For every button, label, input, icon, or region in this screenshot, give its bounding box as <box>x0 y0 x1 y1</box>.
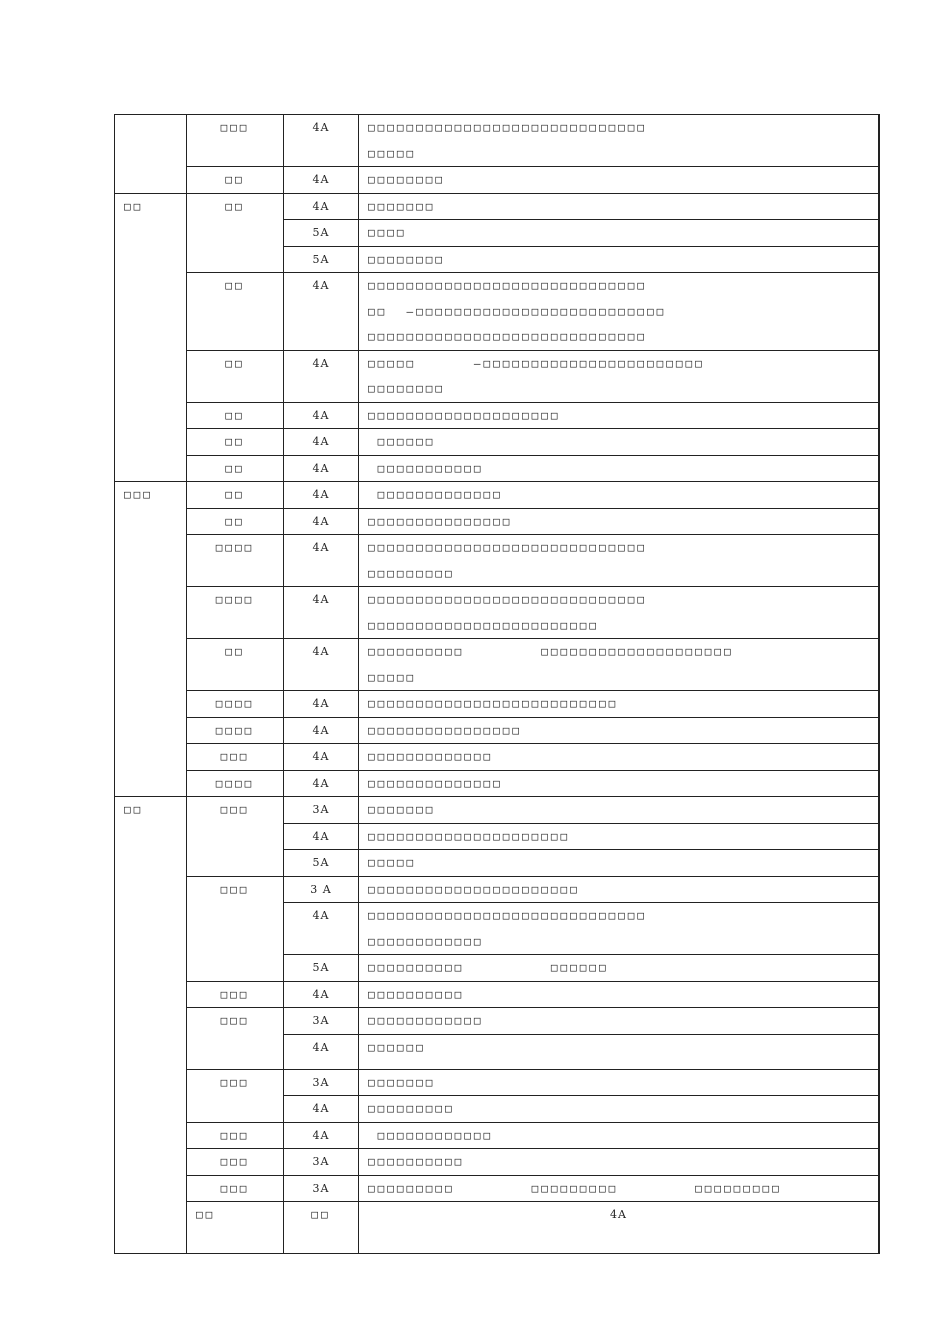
table-row <box>115 350 879 402</box>
level-cell: 4A <box>284 587 359 639</box>
table-row <box>115 429 879 456</box>
level-cell: 4A <box>284 350 359 402</box>
description-line: □□□□□□□□ <box>368 173 445 186</box>
table-row <box>115 770 879 797</box>
description-line: □□□□□□□□□□□□□□□□□□□□ <box>368 408 561 422</box>
description-line: □□□□□□□□□□□□□□□□□□□□□□□□□□□□□ <box>368 909 648 922</box>
level-cell: 5A <box>284 850 359 877</box>
description-cell <box>359 691 879 718</box>
description-cell <box>359 220 879 247</box>
table-row <box>115 744 879 771</box>
subcategory-cell: □□ <box>187 350 284 402</box>
subcategory-cell: □□□□ <box>187 535 284 587</box>
description-line: □□□□□□□□□□□□□□□□□□□□□□ <box>368 882 580 896</box>
description-line: □□□□□□□□□ □□□□□□□□□ □□□□□□□□□ <box>368 1181 782 1195</box>
level-cell: 4A <box>284 1034 359 1069</box>
table-row <box>115 587 879 639</box>
category-cell: □□□ <box>115 482 187 797</box>
description-line: □□□□□□□□□□□□□□□□□□□□□□□□□□□□□ <box>368 541 648 554</box>
level-cell: 3A <box>284 1008 359 1035</box>
table-row <box>115 639 879 691</box>
subcategory-cell: □□ <box>187 455 284 482</box>
subcategory-cell: □□□□ <box>187 691 284 718</box>
description-cell <box>359 1034 879 1069</box>
level-cell: 4A <box>284 639 359 691</box>
description-line: □□□□□□□ <box>368 1075 436 1089</box>
subcategory-cell: □□ <box>284 1202 359 1254</box>
description-line: □□□□□□□□□□□□ <box>368 1014 484 1027</box>
description-line: □□□□□□□□□□□□ <box>368 1128 494 1142</box>
level-cell: 3 A <box>284 876 359 903</box>
level-cell: 5A <box>284 246 359 273</box>
subcategory-cell: □□ <box>187 402 284 429</box>
level-cell: 5A <box>284 955 359 982</box>
level-cell: 4A <box>284 981 359 1008</box>
subcategory-cell: □□ <box>187 639 284 691</box>
level-cell: 4A <box>284 167 359 194</box>
subcategory-cell: □□□□ <box>187 717 284 744</box>
description-cell <box>359 850 879 877</box>
table-row <box>115 981 879 1008</box>
description-line: □□□□□□□□□□ <box>368 987 465 1001</box>
description-cell <box>359 823 879 850</box>
description-cell <box>359 402 879 429</box>
subcategory-cell: □□□ <box>187 1008 284 1070</box>
subcategory-cell: □□□ <box>187 1175 284 1202</box>
description-cell <box>359 981 879 1008</box>
subcategory-cell: □□ <box>187 482 284 509</box>
description-line: □□□□□□□□□□□□□□□□□□□□□□□□□□□□□ <box>368 330 648 343</box>
description-line: □□□□□□□ <box>368 803 436 816</box>
description-line: □□□□□□□□ <box>368 382 445 395</box>
standards-table-body <box>115 115 879 1254</box>
description-cell <box>359 273 879 351</box>
description-cell <box>359 1096 879 1123</box>
level-cell: 4A <box>284 770 359 797</box>
subcategory-cell: □□ <box>187 273 284 351</box>
description-cell <box>359 903 879 955</box>
description-cell <box>359 797 879 824</box>
description-line: □□□□□□□□□□□□□ <box>368 488 503 501</box>
description-line: □□□□□□□□□□□□□□ <box>368 776 503 790</box>
level-cell: 3A <box>284 1175 359 1202</box>
description-cell <box>359 455 879 482</box>
level-cell: 3A <box>284 1069 359 1096</box>
description-line: □□□□□ <box>368 670 417 684</box>
table-row <box>115 193 879 220</box>
description-cell <box>359 587 879 639</box>
description-line: □□□□□□□□□ <box>368 566 455 580</box>
level-cell: 4A <box>284 691 359 718</box>
table-row <box>115 797 879 824</box>
category-cell <box>115 115 187 194</box>
level-cell: 4A <box>284 1096 359 1123</box>
description-cell <box>359 482 879 509</box>
subcategory-cell: □□ <box>187 193 284 273</box>
level-cell: 4A <box>284 455 359 482</box>
description-cell <box>359 115 879 167</box>
level-cell: 4A <box>284 115 359 167</box>
table-row <box>115 1008 879 1035</box>
level-cell: 4A <box>284 273 359 351</box>
subcategory-cell: □□□ <box>187 1149 284 1176</box>
standards-table <box>114 114 880 1254</box>
subcategory-cell: □□ <box>187 429 284 456</box>
table-row <box>115 508 879 535</box>
level-cell: 4A <box>284 744 359 771</box>
description-cell <box>359 350 879 402</box>
level-cell: 4A <box>284 429 359 456</box>
category-cell: □□ <box>187 1202 284 1254</box>
level-cell: 3A <box>284 1149 359 1176</box>
level-cell: 5A <box>284 220 359 247</box>
description-line: □□□□□ <box>368 146 417 160</box>
description-line: □□□□□□□□□□ □□□□□□□□□□□□□□□□□□□□ <box>368 645 734 658</box>
description-cell <box>359 1149 879 1176</box>
level-cell: 4A <box>284 823 359 850</box>
level-cell: 4A <box>284 482 359 509</box>
description-line: □□□□□□□□□□□□□□□□□□□□□□□□□□□□□ <box>368 279 648 292</box>
description-line: □□□□□□□□□□□□□□□□□□□□□□□□□□□□□ <box>368 593 648 606</box>
description-line: □□□□□□□ <box>368 199 436 213</box>
level-cell: 4A <box>284 535 359 587</box>
description-cell <box>359 1175 879 1202</box>
description-cell <box>359 955 879 982</box>
table-row <box>115 402 879 429</box>
category-cell: □□ <box>115 193 187 482</box>
table-row <box>115 691 879 718</box>
subcategory-cell: □□□□ <box>187 770 284 797</box>
description-line: □□□□□□□□□□□□□□□□□□□□□□□□□□ <box>368 697 619 710</box>
description-line: □□ –□□□□□□□□□□□□□□□□□□□□□□□□□□ <box>368 304 667 318</box>
level-cell: 4A <box>284 402 359 429</box>
description-cell <box>359 508 879 535</box>
table-row <box>115 1202 879 1254</box>
subcategory-cell: □□□ <box>187 876 284 981</box>
description-line: □□□□□□□□□□□□ <box>368 934 484 948</box>
table-row <box>115 167 879 194</box>
description-cell <box>359 429 879 456</box>
subcategory-cell: □□ <box>187 508 284 535</box>
level-cell: 4A <box>284 1122 359 1149</box>
table-row <box>115 1175 879 1202</box>
table-row <box>115 482 879 509</box>
description-cell <box>359 770 879 797</box>
description-cell <box>359 1008 879 1035</box>
description-line: □□□□□□□□ <box>368 252 445 266</box>
subcategory-cell: □□□ <box>187 1069 284 1122</box>
table-row <box>115 1069 879 1096</box>
table-row <box>115 876 879 903</box>
subcategory-cell: □□□ <box>187 1122 284 1149</box>
category-cell: □□ <box>115 797 187 1254</box>
description-line: □□□□□□□□□□□□□ <box>368 750 494 763</box>
subcategory-cell: □□□ <box>187 744 284 771</box>
description-cell <box>359 1069 879 1096</box>
description-line: □□□□□□ <box>368 1040 426 1054</box>
description-cell <box>359 639 879 691</box>
description-line: □□□□□□□□□□□□□□□ <box>368 514 513 528</box>
subcategory-cell: □□ <box>187 167 284 194</box>
description-line: □□□□□□□□□ <box>368 1102 455 1115</box>
description-line: □□□□□□□□□□□□□□□□□□□□□□□□□□□□□ <box>368 121 648 134</box>
table-row <box>115 273 879 351</box>
description-line: □□□□□□ <box>368 435 436 448</box>
table-row <box>115 1149 879 1176</box>
subcategory-cell: □□□ <box>187 797 284 877</box>
level-cell: 4A <box>284 903 359 955</box>
description-line: □□□□□□□□□□ <box>368 1155 465 1168</box>
description-line: □□□□□ –□□□□□□□□□□□□□□□□□□□□□□□ <box>368 356 705 370</box>
table-row <box>115 1122 879 1149</box>
level-cell: 4A <box>284 193 359 220</box>
level-cell: 4A <box>284 508 359 535</box>
description-line: □□□□□□□□□□ □□□□□□ <box>368 961 609 974</box>
description-cell <box>359 876 879 903</box>
description-cell <box>359 246 879 273</box>
description-cell <box>359 167 879 194</box>
description-cell <box>359 193 879 220</box>
table-row <box>115 535 879 587</box>
table-row <box>115 115 879 167</box>
subcategory-cell: □□□ <box>187 115 284 167</box>
description-cell <box>359 717 879 744</box>
description-cell <box>359 535 879 587</box>
table-row <box>115 717 879 744</box>
subcategory-cell: □□□□ <box>187 587 284 639</box>
level-cell: 4A <box>284 717 359 744</box>
description-line: □□□□□□□□□□□□□□□□□□□□□ <box>368 829 571 843</box>
subcategory-cell: □□□ <box>187 981 284 1008</box>
description-cell <box>359 1122 879 1149</box>
level-cell: 4A <box>359 1202 879 1254</box>
description-line: □□□□□□□□□□□ <box>368 461 484 475</box>
description-cell <box>359 744 879 771</box>
description-line: □□□□ <box>368 226 407 239</box>
level-cell: 3A <box>284 797 359 824</box>
description-line: □□□□□ <box>368 856 417 869</box>
description-line: □□□□□□□□□□□□□□□□□□□□□□□□ <box>368 618 599 632</box>
table-row <box>115 455 879 482</box>
description-line: □□□□□□□□□□□□□□□□ <box>368 723 522 737</box>
